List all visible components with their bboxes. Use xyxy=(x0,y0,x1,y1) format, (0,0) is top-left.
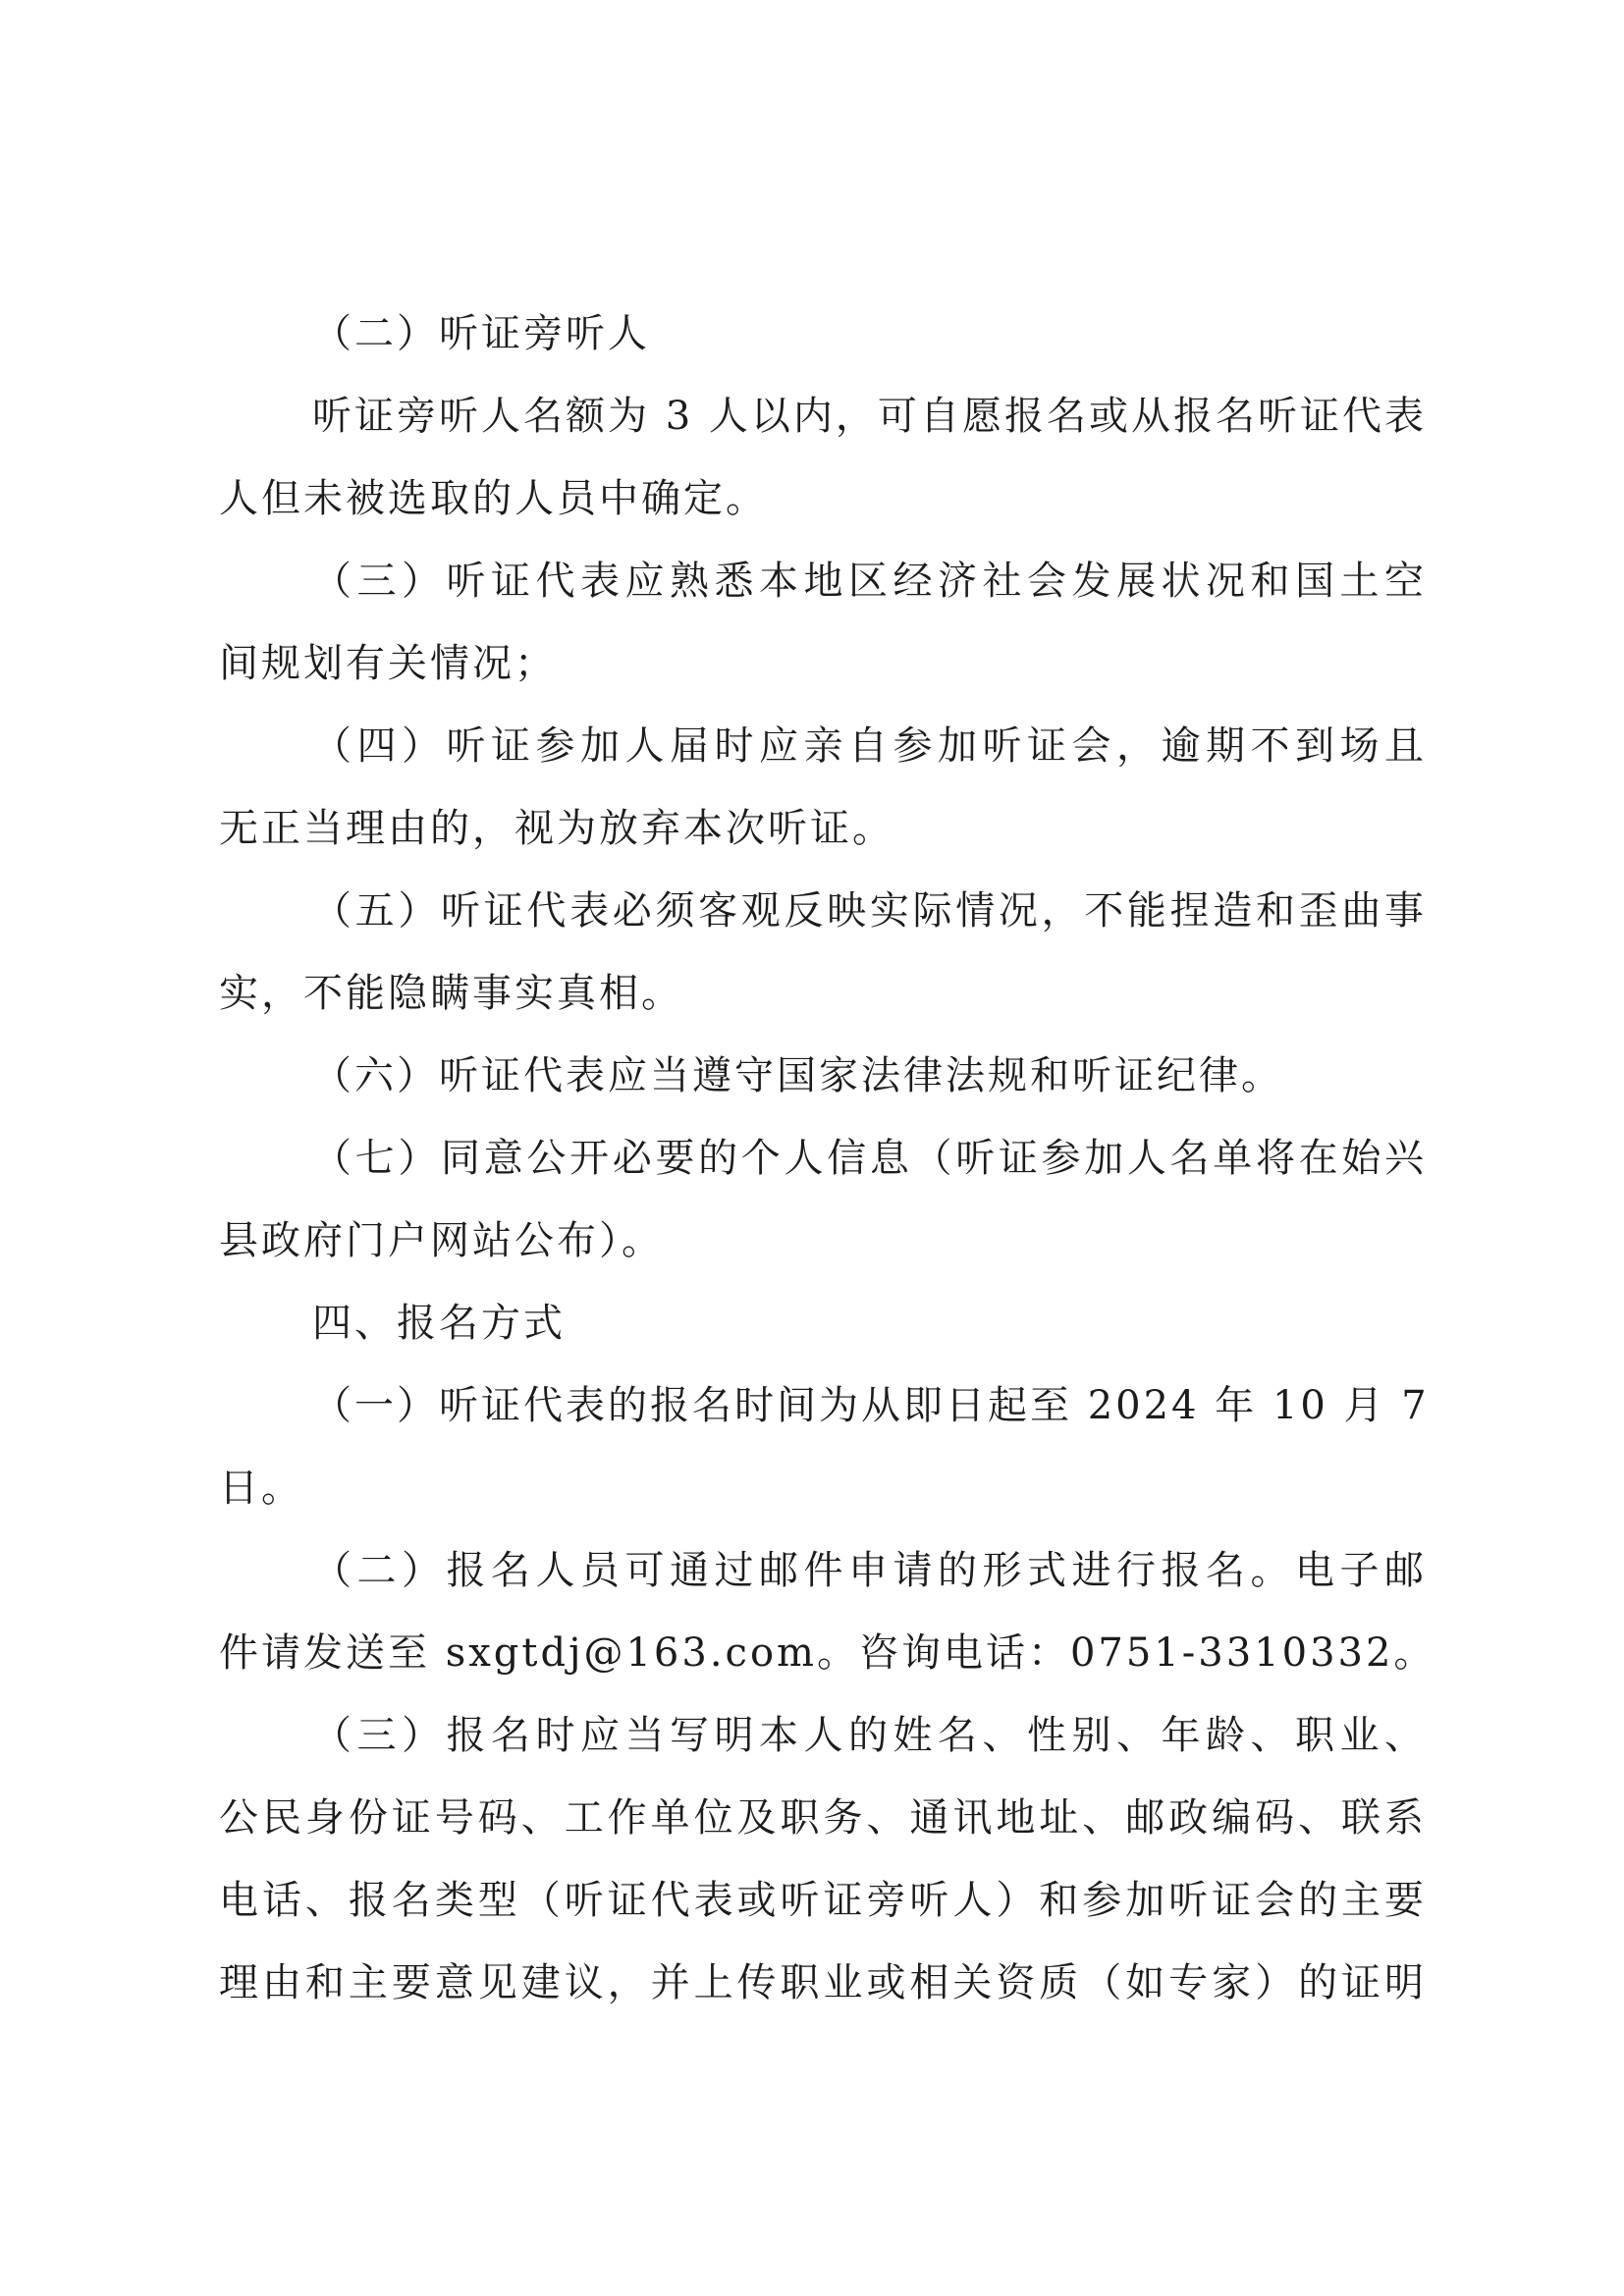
paragraph-line: 间规划有关情况； xyxy=(219,641,557,686)
paragraph-line: 公民身份证号码、工作单位及职务、通讯地址、邮政编码、联系 xyxy=(219,1795,1427,1841)
paragraph-line: （五）听证代表必须客观反映实际情况，不能捏造和歪曲事 xyxy=(312,888,1427,934)
paragraph-line: 人但未被选取的人员中确定。 xyxy=(219,476,768,521)
paragraph-line: （七）同意公开必要的个人信息（听证参加人名单将在始兴 xyxy=(312,1136,1427,1181)
paragraph-line: （四）听证参加人届时应亲自参加听证会，逾期不到场且 xyxy=(312,723,1427,769)
paragraph-line: 县政府门户网站公布）。 xyxy=(219,1218,664,1263)
paragraph-line: 日。 xyxy=(219,1466,303,1511)
paragraph-line: 无正当理由的，视为放弃本次听证。 xyxy=(219,806,894,851)
paragraph-line: （三）听证代表应熟悉本地区经济社会发展状况和国土空 xyxy=(312,559,1427,604)
paragraph-line: （一）听证代表的报名时间为从即日起至 2024 年 10 月 7 xyxy=(312,1383,1430,1428)
paragraph-line-contact: 件请发送至 sxgtdj@163.com。咨询电话：0751-3310332。 xyxy=(219,1630,1436,1676)
paragraph-line: （六）听证代表应当遵守国家法律法规和听证纪律。 xyxy=(312,1053,1283,1098)
paragraph-line: 电话、报名类型（听证代表或听证旁听人）和参加听证会的主要 xyxy=(219,1878,1427,1923)
paragraph-line: 听证旁听人名额为 3 人以内，可自愿报名或从报名听证代表 xyxy=(312,394,1427,439)
section-heading-registration: 四、报名方式 xyxy=(312,1301,566,1346)
paragraph-line: 实，不能隐瞒事实真相。 xyxy=(219,971,683,1016)
section-heading-observers: （二）听证旁听人 xyxy=(312,311,650,356)
paragraph-line: （三）报名时应当写明本人的姓名、性别、年龄、职业、 xyxy=(312,1713,1427,1758)
paragraph-line: 理由和主要意见建议，并上传职业或相关资质（如专家）的证明 xyxy=(219,1960,1427,2005)
paragraph-line: （二）报名人员可通过邮件申请的形式进行报名。电子邮 xyxy=(312,1548,1427,1593)
